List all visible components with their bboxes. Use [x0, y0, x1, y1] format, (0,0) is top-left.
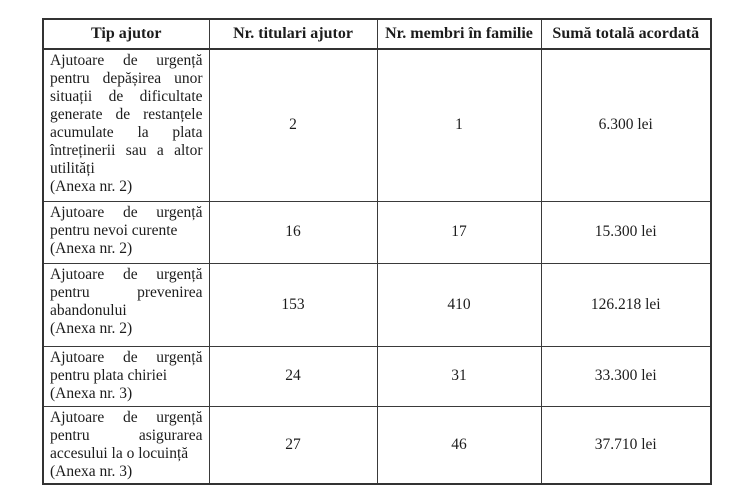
holders-count-cell: 16: [209, 201, 377, 263]
holders-count-cell: 153: [209, 263, 377, 346]
family-members-count-cell: 17: [377, 201, 541, 263]
table-row: [43, 201, 711, 263]
family-members-count-cell: 1: [377, 49, 541, 201]
family-members-count-cell: 46: [377, 406, 541, 484]
aid-type-cell: [43, 263, 209, 346]
table-row: [43, 406, 711, 484]
aid-type-anexa-note: (Anexa nr. 3): [50, 384, 133, 402]
column-header-nr-membri: Nr. membri în familie: [377, 19, 541, 49]
total-amount-cell: 33.300 lei: [541, 346, 711, 406]
aid-summary-table: [42, 18, 712, 485]
aid-type-text: Ajutoare de urgență pentru nevoi curente: [50, 203, 203, 239]
total-amount-cell: 15.300 lei: [541, 201, 711, 263]
aid-type-text: Ajutoare de urgență pentru depășirea unor situații de dificultate generate de restanțele acumulate la plata întreținerii sau a altor utilități: [50, 52, 203, 177]
family-members-count-cell: 410: [377, 263, 541, 346]
aid-type-anexa-note: (Anexa nr. 2): [50, 319, 133, 337]
total-amount-cell: 37.710 lei: [541, 406, 711, 484]
header-row: [43, 19, 711, 49]
aid-type-cell: [43, 406, 209, 484]
aid-type-text: Ajutoare de urgență pentru prevenirea abandonului: [50, 265, 203, 319]
aid-type-anexa-note: (Anexa nr. 2): [50, 239, 133, 257]
table-row: [43, 346, 711, 406]
total-amount-cell: 6.300 lei: [541, 49, 711, 201]
aid-type-text: Ajutoare de urgență pentru asigurarea accesului la o locuință: [50, 408, 203, 462]
table-row: [43, 49, 711, 201]
aid-type-anexa-note: (Anexa nr. 3): [50, 462, 133, 480]
family-members-count-cell: 31: [377, 346, 541, 406]
table-header: [43, 19, 711, 49]
aid-type-cell: [43, 49, 209, 201]
aid-type-anexa-note: (Anexa nr. 2): [50, 178, 133, 195]
table-row: [43, 263, 711, 346]
holders-count-cell: 2: [209, 49, 377, 201]
column-header-suma-totala: Sumă totală acordată: [541, 19, 711, 49]
total-amount-cell: 126.218 lei: [541, 263, 711, 346]
aid-type-cell: [43, 201, 209, 263]
holders-count-cell: 27: [209, 406, 377, 484]
holders-count-cell: 24: [209, 346, 377, 406]
table-body: [43, 49, 711, 484]
column-header-tip-ajutor: Tip ajutor: [43, 19, 209, 49]
aid-type-cell: [43, 346, 209, 406]
column-header-nr-titulari: Nr. titulari ajutor: [209, 19, 377, 49]
aid-type-text: Ajutoare de urgență pentru plata chiriei: [50, 348, 203, 384]
